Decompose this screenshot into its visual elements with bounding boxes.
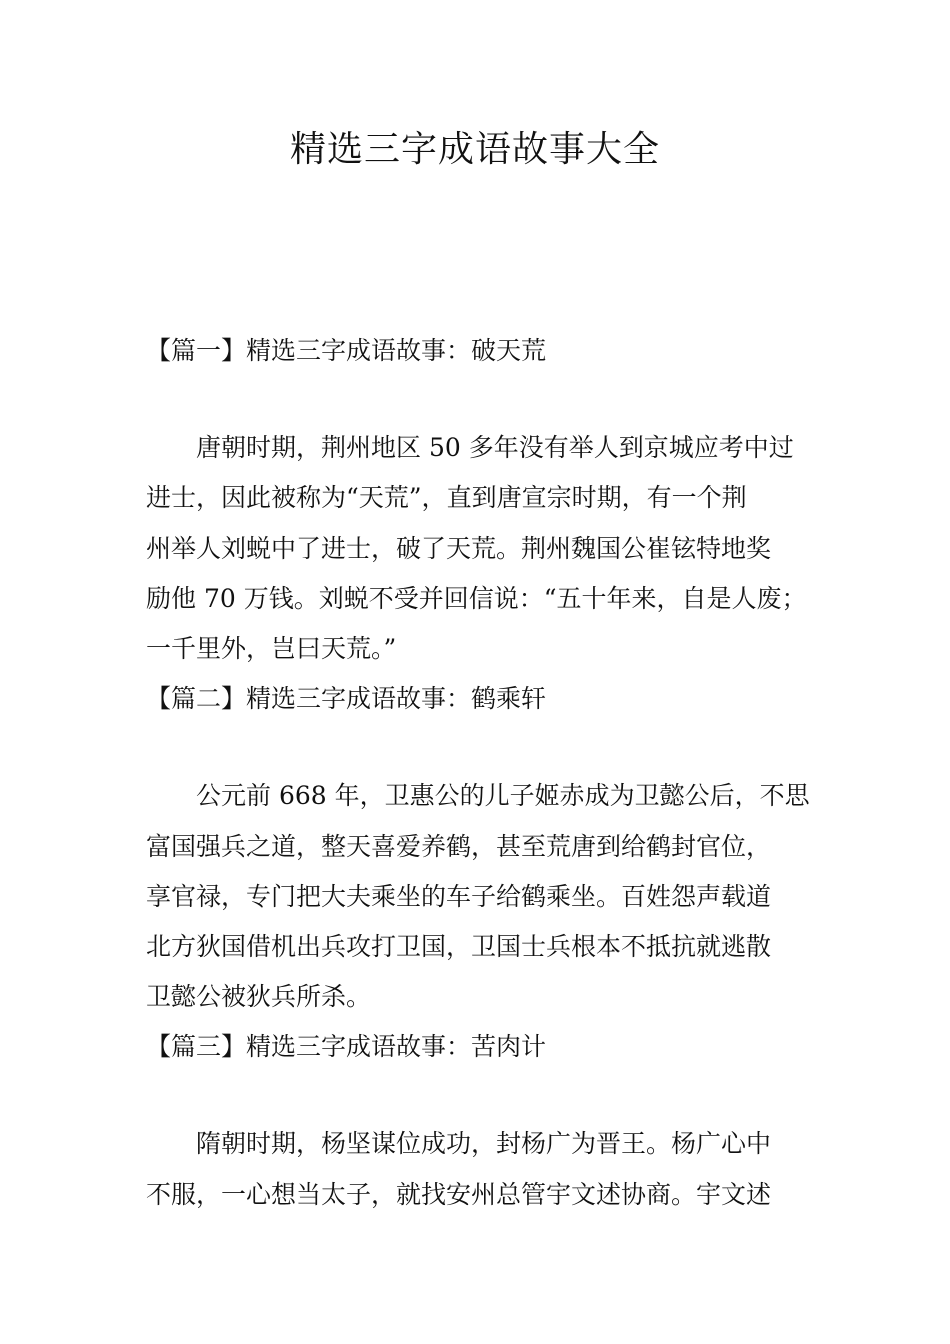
paragraph-line: 州举人刘蜕中了进士，破了天荒。荆州魏国公崔铉特地奖 (146, 534, 772, 563)
paragraph-line: 励他 70 万钱。刘蜕不受并回信说：“五十年来，自是人废； (146, 584, 807, 613)
paragraph-line: 进士，因此被称为“天荒”，直到唐宣宗时期，有一个荆 (146, 483, 747, 512)
paragraph-line: 隋朝时期，杨坚谋位成功，封杨广为晋王。杨广心中 (196, 1129, 772, 1158)
section-heading-3: 【篇三】精选三字成语故事：苦肉计 (146, 1032, 547, 1061)
document-title: 精选三字成语故事大全 (289, 129, 660, 170)
section-heading-2: 【篇二】精选三字成语故事：鹤乘轩 (146, 684, 547, 713)
paragraph-line: 卫懿公被狄兵所杀。 (146, 982, 372, 1011)
paragraph-line: 唐朝时期，荆州地区 50 多年没有举人到京城应考中过 (196, 433, 794, 462)
section-heading-1: 【篇一】精选三字成语故事：破天荒 (146, 336, 547, 365)
paragraph-line: 公元前 668 年，卫惠公的儿子姬赤成为卫懿公后，不思 (196, 781, 810, 810)
paragraph-line: 富国强兵之道，整天喜爱养鹤，甚至荒唐到给鹤封官位， (146, 832, 772, 861)
paragraph-line: 北方狄国借机出兵攻打卫国，卫国士兵根本不抵抗就逃散 (146, 932, 772, 961)
paragraph-line: 不服，一心想当太子，就找安州总管宇文述协商。宇文述 (146, 1180, 772, 1209)
paragraph-line: 一千里外，岂曰天荒。” (146, 634, 397, 663)
paragraph-line: 享官禄，专门把大夫乘坐的车子给鹤乘坐。百姓怨声载道 (146, 882, 772, 911)
